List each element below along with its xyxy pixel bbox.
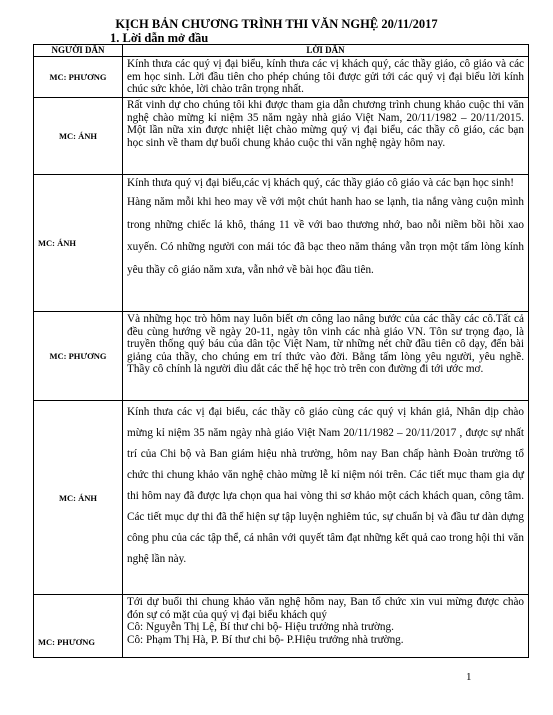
- speaker-cell: MC: PHƯƠNG: [34, 595, 123, 658]
- table-row: [34, 98, 529, 175]
- speaker-cell: MC: PHƯƠNG: [34, 312, 123, 401]
- script-paragraph: Kính thưa quý vị đại biểu,các vị khách quý, các thầy giáo cô giáo và các bạn học sinh!: [127, 177, 514, 189]
- speaker-cell: MC: ÁNH: [34, 401, 123, 595]
- script-cell: Kính thưa các quý vị đại biểu, kính thưa các vị khách quý, các thầy giáo, cô giáo và các em học sinh. Lời đầu tiên cho phép chúng tôi được gửi tới các quý vị đại biểu lời kính chúc sức khỏe, lời chào trân trọng nhất.: [123, 57, 529, 98]
- speaker-cell: MC: ÁNH: [34, 98, 123, 175]
- table-row: [34, 595, 529, 658]
- script-line: Cô: Phạm Thị Hà, P. Bí thư chi bộ- P.Hiệu trưởng nhà trường.: [127, 633, 404, 646]
- header-speaker: NGƯỜI DẪN: [34, 45, 123, 57]
- table-row: [34, 175, 529, 312]
- speaker-cell: MC: PHƯƠNG: [34, 57, 123, 98]
- script-cell: Kính thưa các vị đại biểu, các thầy cô giáo cùng các quý vị khán giả, Nhân dịp chào mừng kỉ niệm 35 năm ngày nhà giáo Việt Nam 20/11/1982 – 20/11/2017 , được sự nhất trí của Chi bộ và Ban giám hiệu nhà trường, hôm nay Ban chấp hành Đoàn trường tổ chức thi chung khảo văn nghệ chào mừng lễ kỉ niệm nói trên. Các tiết mục tham gia dự thi hôm nay đã được lựa chọn qua hai vòng thi sơ khảo một cách khách quan, công tâm. Các tiết mục dự thi đã thể hiện sự tập luyện nghiêm túc, sự chuẩn bị và đầu tư dàn dựng công phu của các tập thể, cá nhân với quyết tâm đạt những kết quả cao trong hội thi văn nghệ lần này.: [123, 401, 529, 595]
- script-line: Tới dự buổi thi chung khảo văn nghệ hôm nay, Ban tổ chức xin vui mừng được chào đón sự có mặt của quý vị đại biểu khách quý: [127, 596, 524, 621]
- script-cell: Và những học trò hôm nay luôn biết ơn công lao nâng bước của các thầy các cô.Tất cả đều cùng hướng về ngày 20-11, ngày tôn vinh các nhà giáo VN. Tôn sư trọng đạo, là truyền thống quý báu của dân tộc Việt Nam, từ những nét chữ đầu tiên cô dạy, đến bài giảng của thầy, cho chúng em trí thức vào đời. Bằng tấm lòng yêu người, yêu nghề. Thầy cô chính là người dìu dắt các thế hệ học trò trên con đường đi tới ước mơ.: [123, 312, 529, 401]
- script-table: [33, 44, 529, 658]
- script-paragraph: Hàng năm mỗi khi heo may về với một chút hanh hao se lạnh, tia nắng vàng cuộn mình trong những chiếc lá khô, tháng 11 về với bao thương nhớ, bao nỗi niềm bồi hồi xao xuyến. Có những người con mái tóc đã bạc theo năm tháng vẫn trọn một tấm lòng kính yêu thầy cô giáo năm xưa, vẫn nhớ về bài học đầu tiên.: [127, 196, 524, 276]
- document-title: KỊCH BẢN CHƯƠNG TRÌNH THI VĂN NGHỆ 20/11/2017: [115, 17, 438, 31]
- page-number: 1: [466, 671, 472, 683]
- table-row: [34, 401, 529, 595]
- script-cell: [123, 175, 529, 312]
- script-cell: [123, 595, 529, 658]
- header-script: LỜI DẪN: [123, 45, 529, 57]
- table-header-row: [34, 45, 529, 57]
- table-row: [34, 312, 529, 401]
- script-cell: Rất vinh dự cho chúng tôi khi được tham gia dẫn chương trình chung khảo cuộc thi văn nghệ chào mừng kỉ niệm 35 năm ngày nhà giáo Việt Nam, 20/11/1982 – 20/11/2015. Một lần nữa xin được nhiệt liệt chào mừng quý vị đại biểu, các thầy cô giáo, các bạn học sinh về tham dự buổi chung khảo cuộc thi văn nghệ ngày hôm nay.: [123, 98, 529, 175]
- script-line: Cô: Nguyễn Thị Lệ, Bí thư chi bộ- Hiệu trưởng nhà trường.: [127, 621, 394, 633]
- table-row: [34, 57, 529, 98]
- speaker-cell: MC: ÁNH: [34, 175, 123, 312]
- section-heading: 1. Lời dẫn mở đầu: [110, 31, 209, 45]
